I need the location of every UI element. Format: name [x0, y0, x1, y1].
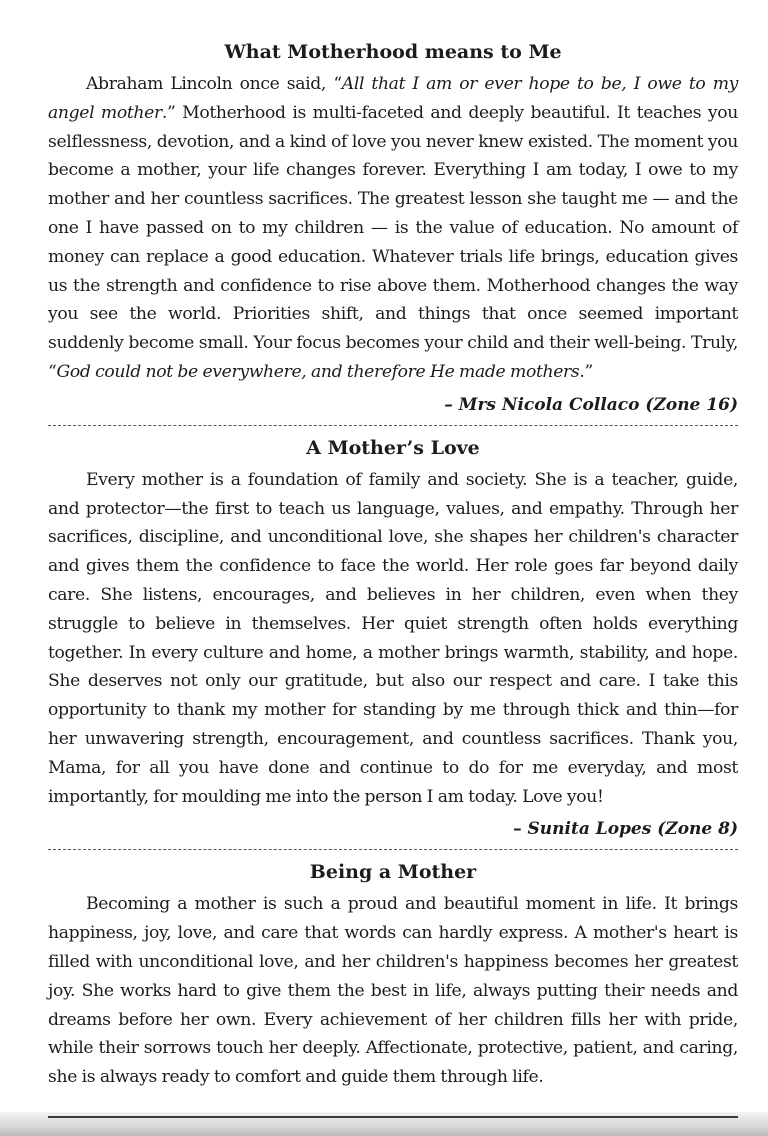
dashed-divider [48, 849, 738, 850]
footer-image-strip [0, 1112, 768, 1136]
section-body: Becoming a mother is such a proud and beautiful moment in life. It brings happiness, joy, love, and care that words can hardly express. A mother's heart is filled with unconditional love, and her children's happiness becomes her greatest joy. She works hard to give them the best in life, always putting their needs and dreams before her own. Every achievement of her children fills her with pride, while their sorrows touch her deeply. Affectionate, protective, patient, and caring, she is always ready to comfort and guide them through life. [48, 894, 738, 1088]
section-body [48, 70, 738, 387]
author-attribution: – Mrs Nicola Collaco (Zone 16) [444, 394, 738, 415]
section-body: Every mother is a foundation of family and society. She is a teacher, guide, and protector—the first to teach us language, values, and empathy. Through her sacrifices, discipline, and unconditional love, she shapes her children's character and gives them the confidence to face the world. Her role goes far beyond daily care. She listens, encourages, and believes in her children, even when they struggle to believe in themselves. Her quiet strength often holds everything together. In every culture and home, a mother brings warmth, stability, and hope. She deserves not only our gratitude, but also our respect and care. I take this opportunity to thank my mother for standing by me through thick and thin—for her unwavering strength, encouragement, and countless sacrifices. Thank you, Mama, for all you have done and continue to do for me everyday, and most importantly, for moulding me into the person I am today. Love you! [48, 469, 738, 807]
body-text: .” Motherhood is multi-faceted and deeply beautiful. It teaches you selflessness, devotion, and a kind of love you never knew existed. The moment you become a mother, your life changes forever. Everything I am today, I owe to my mother and her countless sacrifices. The greatest lesson she taught me — and the one I have passed on to my children — is the value of education. No amount of money can replace a good education. Whatever trials life brings, education gives us the strength and confidence to rise above them. Motherhood changes the way you see the world. Priorities shift, and things that once seemed important suddenly become small. Your focus becomes your child and their well-being. Truly, “ [48, 102, 738, 382]
footer-rule [48, 1116, 738, 1118]
author-attribution: – Sunita Lopes (Zone 8) [513, 819, 738, 840]
section-title: What Motherhood means to Me [224, 41, 562, 63]
section-title: Being a Mother [309, 861, 477, 884]
section-title: A Mother’s Love [306, 436, 480, 459]
section-a-mothers-love [48, 434, 738, 844]
quote-text: God could not be everywhere, and therefore He made mothers [56, 361, 580, 382]
quote-text: All that I am or ever hope to be, I owe to my angel mother [48, 74, 739, 123]
body-text: Abraham Lincoln once said, “ [86, 74, 342, 94]
body-text: .” [579, 361, 593, 382]
section-what-motherhood-means [48, 38, 738, 419]
section-being-a-mother [48, 858, 738, 1092]
dashed-divider [48, 425, 738, 426]
article-page [48, 38, 738, 1092]
